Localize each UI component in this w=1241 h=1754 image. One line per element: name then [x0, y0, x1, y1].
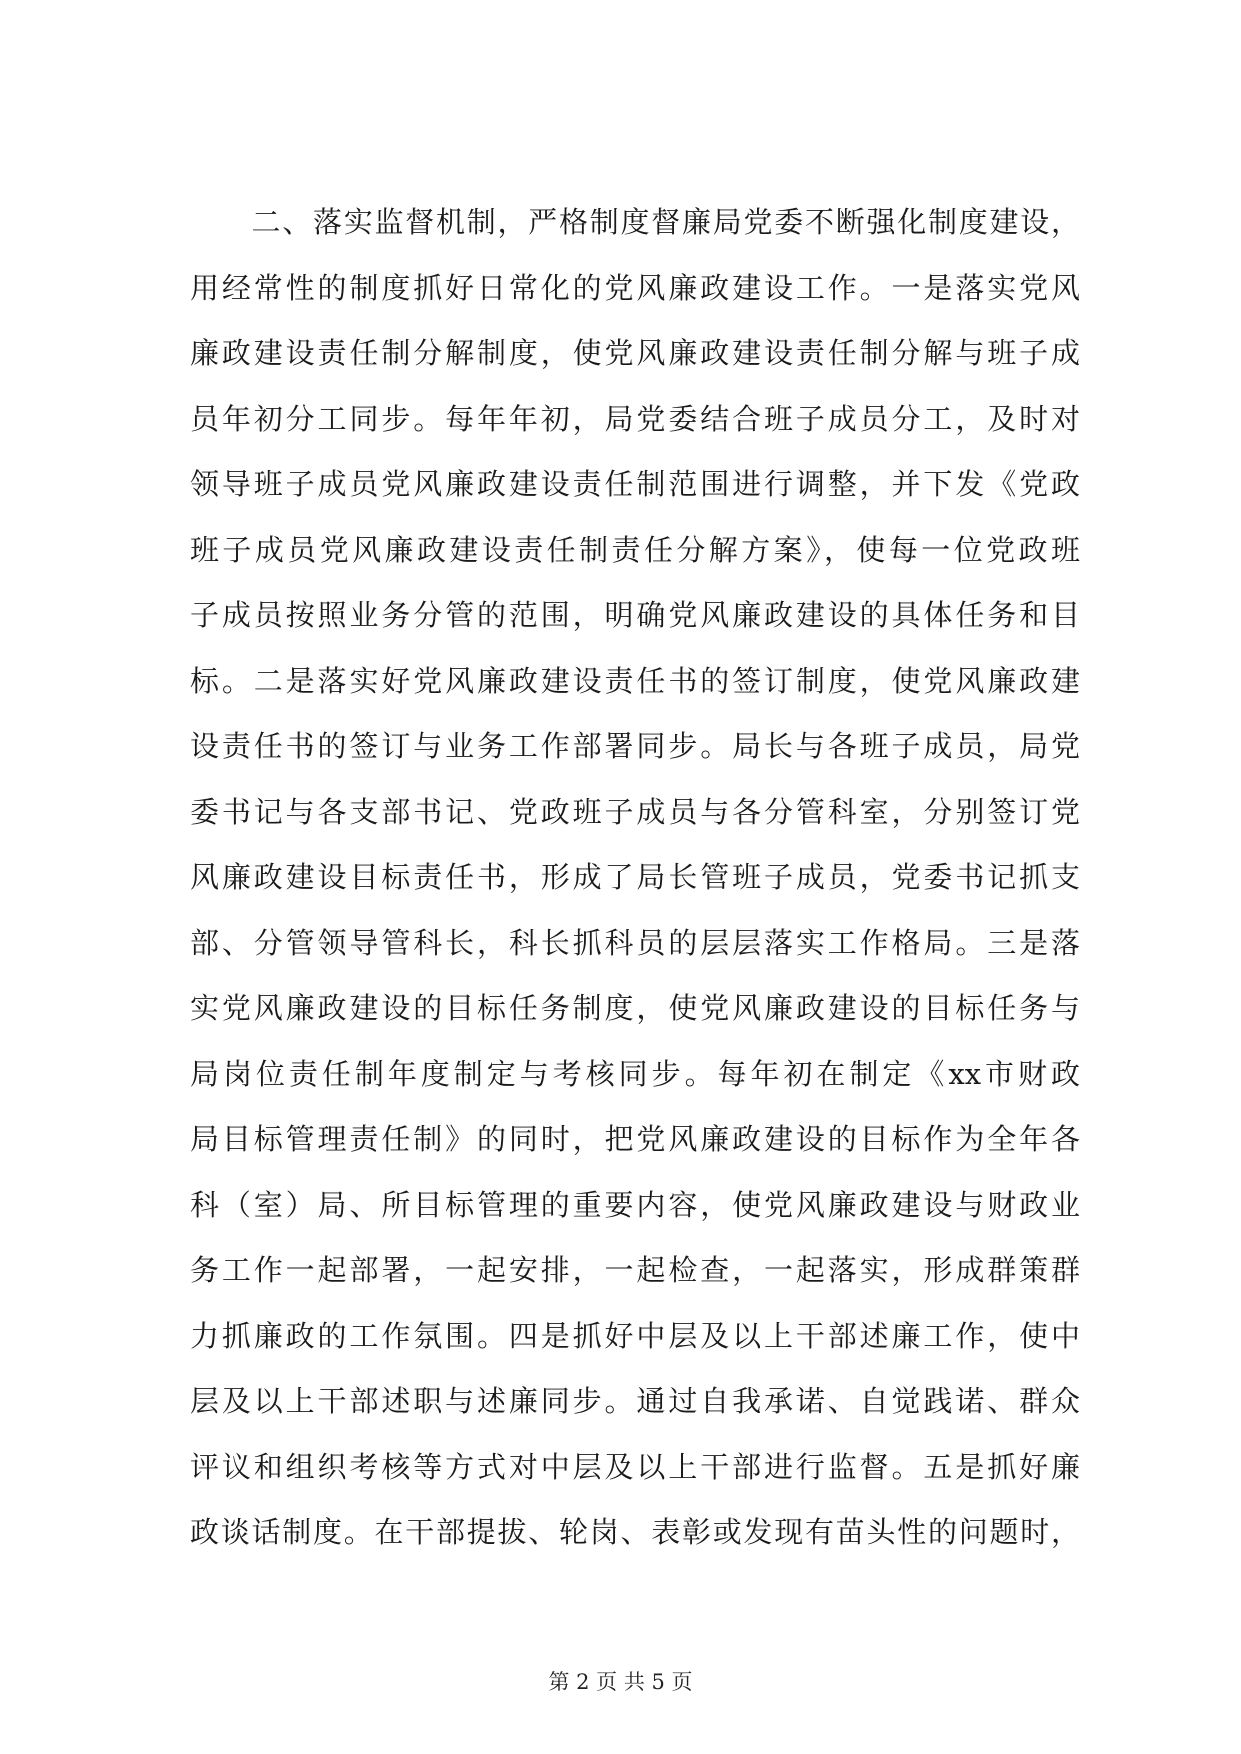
text-line: 局目标管理责任制》的同时，把党风廉政建设的目标作为全年各 [190, 1122, 1080, 1156]
text-line: 实党风廉政建设的目标任务制度，使党风廉政建设的目标任务与 [190, 991, 1080, 1025]
text-line: 设责任书的签订与业务工作部署同步。局长与各班子成员，局党 [190, 729, 1080, 763]
text-line: 评议和组织考核等方式对中层及以上干部进行监督。五是抓好廉 [190, 1449, 1080, 1484]
text-line: 标。二是落实好党风廉政建设责任书的签订制度，使党风廉政建 [190, 663, 1080, 698]
text-line: 二、落实监督机制，严格制度督廉局党委不断强化制度建设， [190, 205, 1080, 239]
text-line: 领导班子成员党风廉政建设责任制范围进行调整，并下发《党政 [190, 467, 1080, 501]
text-line: 部、分管领导管科长，科长抓科员的层层落实工作格局。三是落 [190, 925, 1080, 960]
text-line: 员年初分工同步。每年年初，局党委结合班子成员分工，及时对 [190, 401, 1080, 436]
page-number-footer: 第 2 页 共 5 页 [548, 1670, 693, 1694]
text-line: 政谈话制度。在干部提拔、轮岗、表彰或发现有苗头性的问题时， [190, 1515, 1080, 1549]
text-line: 务工作一起部署，一起安排，一起检查，一起落实，形成群策群 [190, 1253, 1080, 1287]
text-line: 力抓廉政的工作氛围。四是抓好中层及以上干部述廉工作，使中 [190, 1318, 1080, 1353]
text-line: 局岗位责任制年度制定与考核同步。每年初在制定《xx市财政 [190, 1056, 1080, 1091]
text-line: 用经常性的制度抓好日常化的党风廉政建设工作。一是落实党风 [190, 270, 1080, 305]
body-text [190, 190, 1080, 1566]
text-line: 风廉政建设目标责任书，形成了局长管班子成员，党委书记抓支 [190, 860, 1080, 894]
text-line: 班子成员党风廉政建设责任制责任分解方案》，使每一位党政班 [190, 532, 1080, 567]
text-line: 廉政建设责任制分解制度，使党风廉政建设责任制分解与班子成 [190, 336, 1080, 370]
text-line: 子成员按照业务分管的范围，明确党风廉政建设的具体任务和目 [190, 598, 1080, 632]
text-line: 科（室）局、所目标管理的重要内容，使党风廉政建设与财政业 [190, 1187, 1080, 1222]
text-line: 委书记与各支部书记、党政班子成员与各分管科室，分别签订党 [190, 794, 1080, 829]
text-line: 层及以上干部述职与述廉同步。通过自我承诺、自觉践诺、群众 [190, 1384, 1080, 1418]
